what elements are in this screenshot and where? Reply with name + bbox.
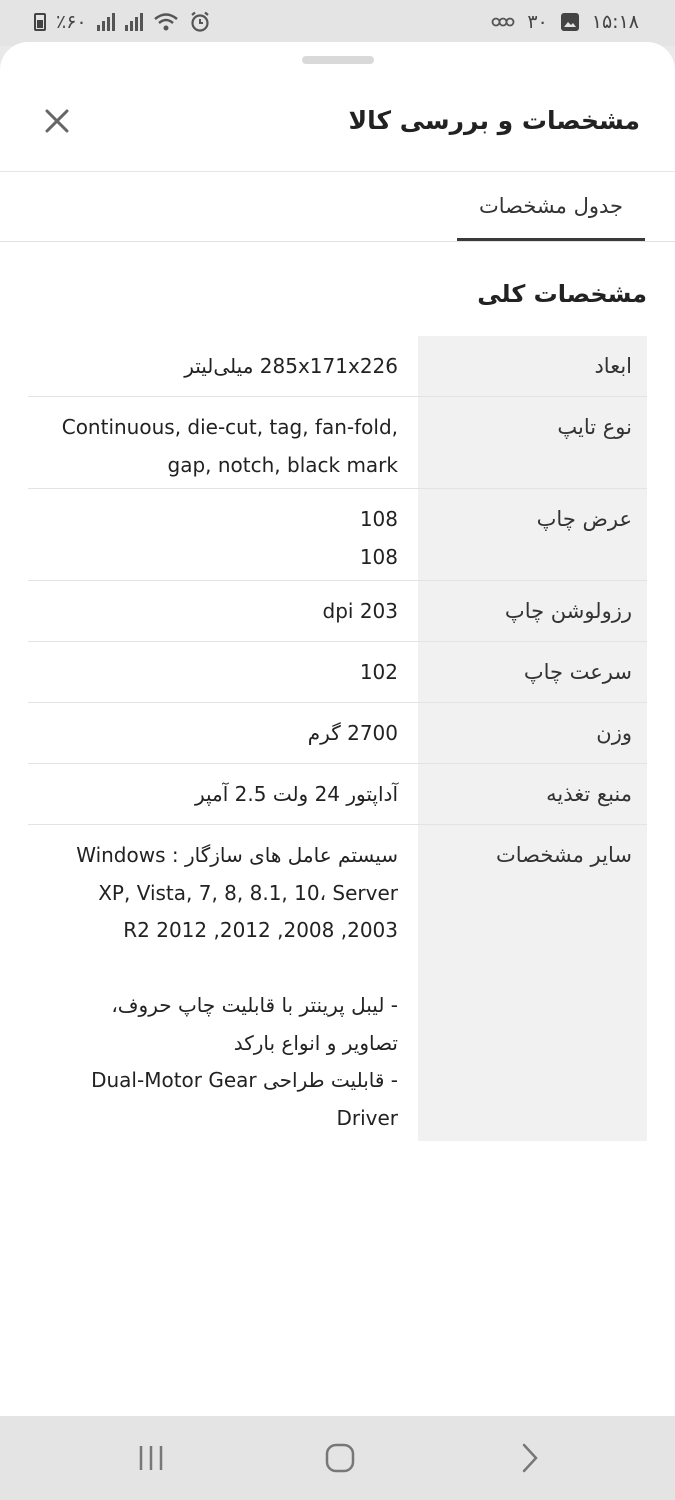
wifi-icon	[153, 12, 179, 32]
status-right	[491, 11, 639, 33]
specs-table	[28, 336, 647, 1141]
page-title: مشخصات و بررسی کالا	[348, 106, 640, 135]
back-icon	[509, 1438, 549, 1478]
spec-label: منبع تغذیه	[418, 764, 647, 824]
close-icon	[40, 104, 74, 138]
spec-label: سرعت چاپ	[418, 642, 647, 702]
spec-value: 102	[359, 660, 398, 684]
section-title: مشخصات کلی	[477, 280, 647, 308]
signal-icon	[97, 13, 115, 31]
spec-label: نوع تایپ	[418, 397, 647, 488]
voicemail-icon	[491, 16, 515, 28]
clock-time: ۱۵:۱۸	[591, 11, 639, 33]
spec-value: سیستم عامل های سازگار : Windows XP, Vista, 7, 8, 8.1, 10، Server 2003, 2008, 2012, 2012 R2 - لیبل پرینتر با قابلیت چاپ حروف، تصاویر و انواع بارکد - قابلیت طراحی Dual-Motor Gear Driver	[76, 843, 398, 1130]
back-button[interactable]	[509, 1438, 549, 1478]
table-row	[28, 581, 647, 642]
spec-value: Continuous, die-cut, tag, fan-fold, gap, notch, black mark	[61, 415, 398, 477]
battery-icon	[34, 13, 46, 31]
table-row	[28, 489, 647, 581]
tab-bar	[0, 173, 675, 242]
spec-label: رزولوشن چاپ	[418, 581, 647, 641]
close-button[interactable]	[40, 104, 74, 138]
recent-apps-button[interactable]	[131, 1438, 171, 1478]
tab-specs-table[interactable]: جدول مشخصات	[457, 173, 645, 241]
image-icon	[560, 12, 580, 32]
spec-label: ابعاد	[418, 336, 647, 396]
navigation-bar	[0, 1416, 675, 1500]
spec-value: 2700 گرم	[307, 721, 398, 745]
spec-value: آداپتور 24 ولت 2.5 آمپر	[194, 782, 398, 806]
sheet-header	[0, 82, 675, 172]
table-row	[28, 825, 647, 1141]
status-left	[34, 11, 211, 33]
home-button[interactable]	[320, 1438, 360, 1478]
spec-label: عرض چاپ	[418, 489, 647, 580]
home-icon	[320, 1438, 360, 1478]
table-row	[28, 642, 647, 703]
spec-value: 203 dpi	[322, 599, 398, 623]
spec-value: 285x171x226 میلی‌لیتر	[184, 354, 398, 378]
recent-apps-icon	[131, 1438, 171, 1478]
bottom-sheet	[0, 42, 675, 1416]
spec-label: سایر مشخصات	[418, 825, 647, 1141]
sheet-drag-handle[interactable]	[302, 56, 374, 64]
alarm-icon	[189, 11, 211, 33]
signal-icon-2	[125, 13, 143, 31]
notification-count: ۳۰	[527, 11, 548, 33]
table-row	[28, 764, 647, 825]
status-bar	[0, 0, 675, 46]
table-row	[28, 336, 647, 397]
table-row	[28, 703, 647, 764]
table-row	[28, 397, 647, 489]
spec-label: وزن	[418, 703, 647, 763]
battery-percent: ٪۶۰	[56, 11, 87, 33]
spec-value: 108 108	[359, 507, 398, 569]
